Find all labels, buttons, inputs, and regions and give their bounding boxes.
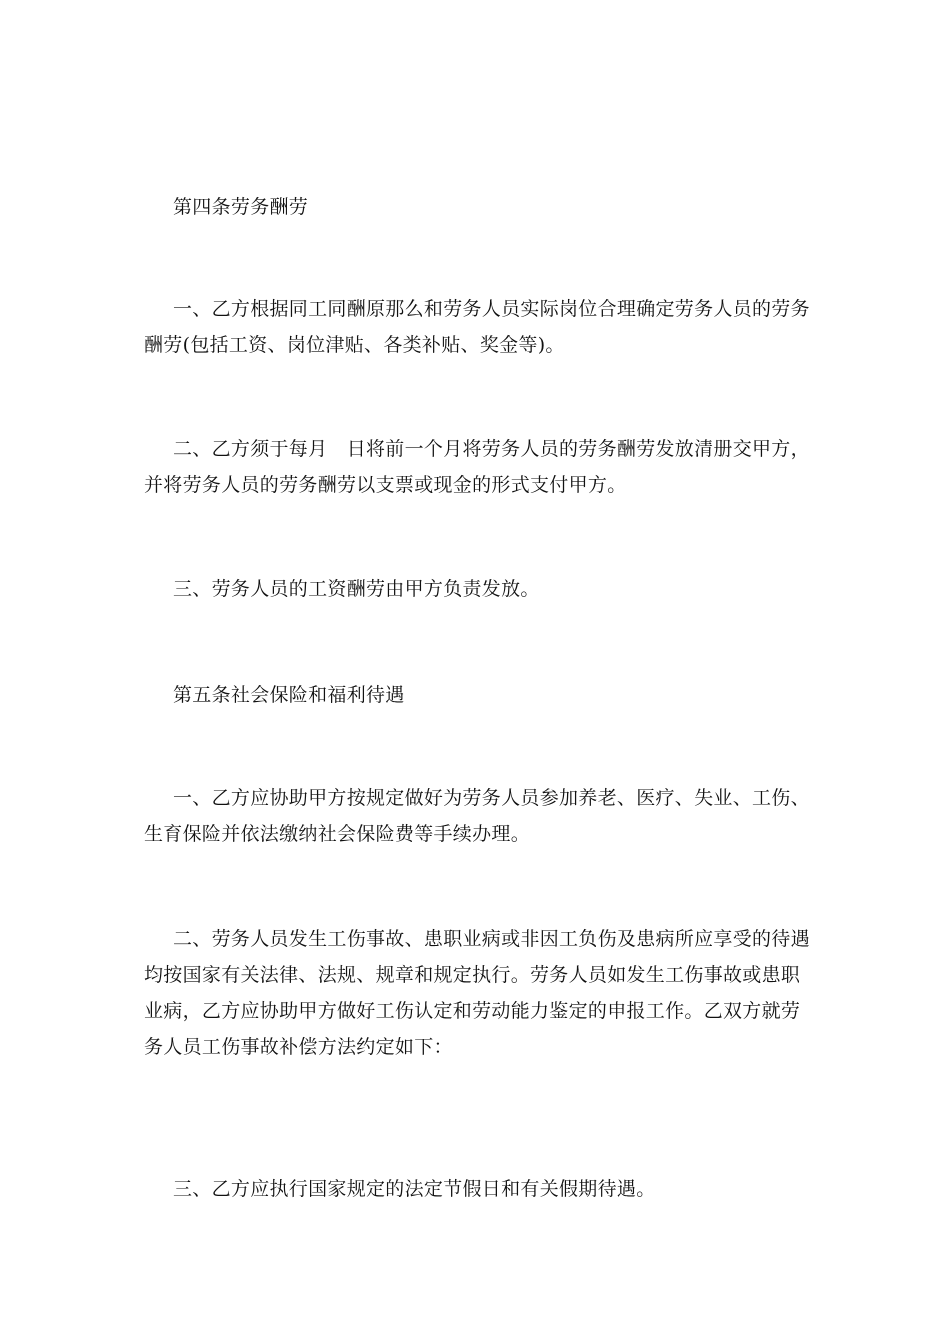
article-5-item-1: [144, 780, 809, 852]
paragraph-line: 二、劳务人员发生工伤事故、患职业病或非因工负伤及患病所应享受的待遇: [173, 928, 810, 950]
paragraph-line: 三、乙方应执行国家规定的法定节假日和有关假期待遇。: [173, 1178, 656, 1200]
paragraph-line: 均按国家有关法律、法规、规章和规定执行。劳务人员如发生工伤事故或患职: [144, 964, 801, 986]
paragraph-line: 业病，乙方应协助甲方做好工伤认定和劳动能力鉴定的申报工作。乙双方就劳: [144, 1000, 801, 1022]
article-4-heading: [173, 189, 773, 225]
article-5-item-3: [144, 1171, 838, 1207]
heading-text: 第五条社会保险和福利待遇: [173, 684, 405, 706]
article-5-item-2: [144, 921, 809, 1065]
paragraph-line: 二、乙方须于每月 日将前一个月将劳务人员的劳务酬劳发放清册交甲方，: [173, 438, 810, 460]
article-4-item-2: [144, 431, 809, 503]
paragraph-line: 务人员工伤事故补偿方法约定如下：: [144, 1036, 453, 1058]
article-4-item-1: [144, 291, 809, 363]
paragraph-line: 一、乙方根据同工同酬原那么和劳务人员实际岗位合理确定劳务人员的劳务: [173, 298, 810, 320]
article-4-item-3: [144, 571, 838, 607]
article-5-heading: [173, 677, 773, 713]
paragraph-line: 三、劳务人员的工资酬劳由甲方负责发放。: [173, 578, 540, 600]
paragraph-line: 生育保险并依法缴纳社会保险费等手续办理。: [144, 823, 531, 845]
paragraph-line: 一、乙方应协助甲方按规定做好为劳务人员参加养老、医疗、失业、工伤、: [173, 787, 810, 809]
paragraph-line: 酬劳(包括工资、岗位津贴、各类补贴、奖金等)。: [144, 334, 565, 356]
paragraph-line: 并将劳务人员的劳务酬劳以支票或现金的形式支付甲方。: [144, 474, 627, 496]
heading-text: 第四条劳务酬劳: [173, 196, 309, 218]
